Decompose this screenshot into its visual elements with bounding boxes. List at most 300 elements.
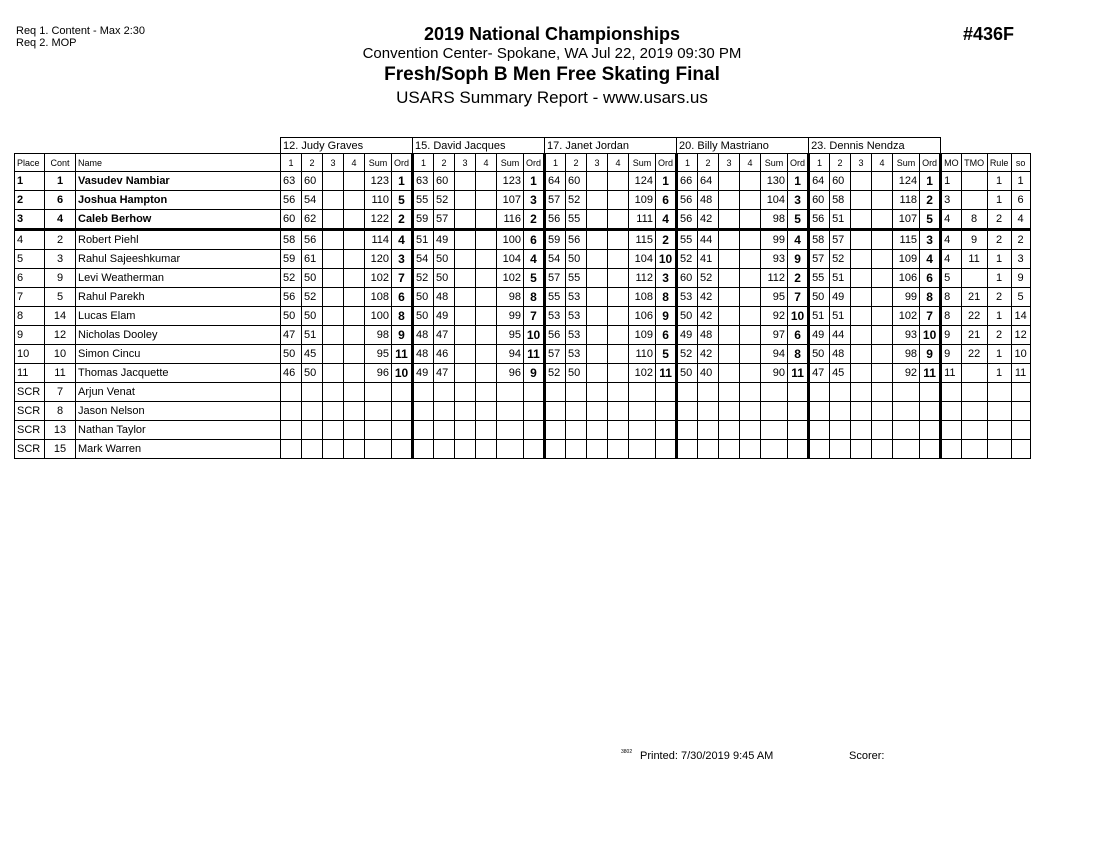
- column-header-judge-1: 1: [677, 154, 698, 172]
- score-cell: 47: [281, 326, 302, 345]
- mo-cell: 9: [941, 345, 962, 364]
- sum-cell: 97: [761, 326, 788, 345]
- column-header-judge-1: 1: [281, 154, 302, 172]
- result-row: [15, 269, 1031, 288]
- ordinal-cell: 2: [788, 269, 809, 288]
- score-cell: 60: [677, 269, 698, 288]
- place-cell: 10: [15, 345, 45, 364]
- sum-cell: 118: [893, 191, 920, 210]
- ordinal-cell: [524, 402, 545, 421]
- sum-cell: [629, 402, 656, 421]
- ordinal-cell: 3: [656, 269, 677, 288]
- score-cell: [740, 440, 761, 459]
- score-cell: [740, 191, 761, 210]
- rule-cell: [987, 440, 1011, 459]
- score-cell: [719, 172, 740, 191]
- column-header-judge-sum: Sum: [629, 154, 656, 172]
- ordinal-cell: [392, 440, 413, 459]
- score-cell: [344, 440, 365, 459]
- ordinal-cell: 3: [788, 191, 809, 210]
- place-cell: 5: [15, 250, 45, 269]
- place-cell: 8: [15, 307, 45, 326]
- ordinal-cell: 8: [656, 288, 677, 307]
- sum-cell: 98: [893, 345, 920, 364]
- score-cell: 48: [698, 191, 719, 210]
- score-cell: [587, 383, 608, 402]
- score-cell: [566, 402, 587, 421]
- ordinal-cell: 7: [524, 307, 545, 326]
- score-cell: [809, 383, 830, 402]
- score-cell: 55: [809, 269, 830, 288]
- sum-cell: 114: [365, 230, 392, 250]
- ordinal-cell: 9: [392, 326, 413, 345]
- score-cell: [872, 345, 893, 364]
- mo-cell: 1: [941, 172, 962, 191]
- ordinal-cell: [524, 383, 545, 402]
- judge-header-row: [15, 138, 1031, 154]
- judge-name: 20. Billy Mastriano: [677, 138, 809, 154]
- judge-name: 15. David Jacques: [413, 138, 545, 154]
- score-cell: 50: [677, 307, 698, 326]
- score-cell: [719, 210, 740, 230]
- ordinal-cell: 6: [788, 326, 809, 345]
- score-cell: 56: [677, 210, 698, 230]
- score-cell: [344, 230, 365, 250]
- sum-cell: 102: [497, 269, 524, 288]
- score-cell: [608, 172, 629, 191]
- score-cell: [698, 440, 719, 459]
- score-cell: 52: [698, 269, 719, 288]
- sum-cell: 110: [629, 345, 656, 364]
- tmo-cell: 22: [961, 307, 987, 326]
- so-cell: 6: [1011, 191, 1030, 210]
- result-row: [15, 191, 1031, 210]
- sum-cell: [629, 421, 656, 440]
- column-header-judge-2: 2: [302, 154, 323, 172]
- score-cell: [608, 210, 629, 230]
- column-header-judge-3: 3: [719, 154, 740, 172]
- result-row: [15, 326, 1031, 345]
- contestant-number: 8: [45, 402, 76, 421]
- result-row: [15, 307, 1031, 326]
- score-cell: 48: [830, 345, 851, 364]
- skater-name: Nathan Taylor: [76, 421, 281, 440]
- sum-cell: 98: [761, 210, 788, 230]
- ordinal-cell: 4: [788, 230, 809, 250]
- score-cell: 49: [677, 326, 698, 345]
- score-cell: [872, 191, 893, 210]
- score-cell: [323, 230, 344, 250]
- sum-cell: [497, 440, 524, 459]
- so-cell: 4: [1011, 210, 1030, 230]
- sum-cell: [365, 383, 392, 402]
- score-cell: [281, 421, 302, 440]
- column-header-judge-1: 1: [413, 154, 434, 172]
- mo-cell: 11: [941, 364, 962, 383]
- contestant-number: 1: [45, 172, 76, 191]
- place-cell: 6: [15, 269, 45, 288]
- score-cell: [740, 383, 761, 402]
- contestant-number: 12: [45, 326, 76, 345]
- column-header-judge-sum: Sum: [365, 154, 392, 172]
- score-cell: [608, 269, 629, 288]
- contestant-number: 5: [45, 288, 76, 307]
- skater-name: Joshua Hampton: [76, 191, 281, 210]
- score-cell: [455, 191, 476, 210]
- score-cell: [740, 345, 761, 364]
- score-cell: [740, 288, 761, 307]
- score-cell: [434, 383, 455, 402]
- ordinal-cell: 6: [656, 326, 677, 345]
- score-cell: 52: [434, 191, 455, 210]
- so-cell: 2: [1011, 230, 1030, 250]
- score-cell: [344, 383, 365, 402]
- mo-cell: 4: [941, 230, 962, 250]
- score-cell: 50: [677, 364, 698, 383]
- score-cell: [809, 440, 830, 459]
- competition-title: 2019 National Championships: [423, 24, 681, 44]
- rule-cell: 2: [987, 288, 1011, 307]
- report-code: 3802: [621, 749, 633, 755]
- score-cell: [476, 230, 497, 250]
- contestant-number: 9: [45, 269, 76, 288]
- score-cell: [281, 402, 302, 421]
- score-cell: 50: [281, 307, 302, 326]
- score-cell: [455, 172, 476, 191]
- score-cell: [344, 191, 365, 210]
- sum-cell: 108: [365, 288, 392, 307]
- score-cell: [587, 402, 608, 421]
- score-cell: 50: [809, 288, 830, 307]
- ordinal-cell: 5: [392, 191, 413, 210]
- ordinal-cell: [524, 421, 545, 440]
- score-cell: 51: [830, 269, 851, 288]
- score-cell: [719, 345, 740, 364]
- tmo-cell: 22: [961, 345, 987, 364]
- column-header-judge-2: 2: [698, 154, 719, 172]
- score-cell: 47: [434, 364, 455, 383]
- column-header-judge-3: 3: [455, 154, 476, 172]
- score-cell: [344, 345, 365, 364]
- column-header-rule: Rule: [987, 154, 1011, 172]
- score-cell: 58: [809, 230, 830, 250]
- sum-cell: 92: [761, 307, 788, 326]
- mo-cell: 8: [941, 288, 962, 307]
- score-cell: 50: [302, 307, 323, 326]
- sum-cell: [629, 383, 656, 402]
- column-header-judge-sum: Sum: [497, 154, 524, 172]
- sum-cell: 124: [893, 172, 920, 191]
- score-cell: [719, 421, 740, 440]
- sum-cell: 123: [365, 172, 392, 191]
- score-cell: [677, 440, 698, 459]
- so-cell: [1011, 402, 1030, 421]
- ordinal-cell: 4: [392, 230, 413, 250]
- score-cell: [545, 402, 566, 421]
- contestant-number: 13: [45, 421, 76, 440]
- score-cell: [608, 288, 629, 307]
- result-row: [15, 383, 1031, 402]
- score-cell: [476, 288, 497, 307]
- score-cell: 56: [809, 210, 830, 230]
- tmo-cell: 11: [961, 250, 987, 269]
- rule-cell: 1: [987, 269, 1011, 288]
- ordinal-cell: [920, 402, 941, 421]
- rule-cell: 1: [987, 364, 1011, 383]
- column-header-judge-4: 4: [608, 154, 629, 172]
- sum-cell: 112: [761, 269, 788, 288]
- score-cell: 57: [434, 210, 455, 230]
- sum-cell: 109: [893, 250, 920, 269]
- score-cell: [851, 269, 872, 288]
- score-cell: [740, 421, 761, 440]
- mo-cell: 4: [941, 210, 962, 230]
- skater-name: Rahul Parekh: [76, 288, 281, 307]
- score-cell: [851, 230, 872, 250]
- tmo-cell: 9: [961, 230, 987, 250]
- ordinal-cell: 8: [524, 288, 545, 307]
- score-cell: [608, 421, 629, 440]
- score-cell: 60: [830, 172, 851, 191]
- score-cell: [545, 421, 566, 440]
- score-cell: [455, 383, 476, 402]
- sum-cell: 94: [761, 345, 788, 364]
- sum-cell: 111: [629, 210, 656, 230]
- ordinal-cell: 6: [524, 230, 545, 250]
- rule-cell: 1: [987, 191, 1011, 210]
- score-cell: [413, 402, 434, 421]
- ordinal-cell: [788, 440, 809, 459]
- score-cell: [830, 383, 851, 402]
- score-cell: [323, 210, 344, 230]
- place-cell: SCR: [15, 440, 45, 459]
- sum-cell: 102: [365, 269, 392, 288]
- score-cell: [608, 230, 629, 250]
- so-cell: 14: [1011, 307, 1030, 326]
- column-header-row: [15, 154, 1031, 172]
- score-cell: [719, 364, 740, 383]
- report-header: [300, 23, 804, 109]
- score-cell: [719, 288, 740, 307]
- sum-cell: [497, 421, 524, 440]
- score-cell: [476, 191, 497, 210]
- score-cell: [608, 326, 629, 345]
- score-cell: 52: [566, 191, 587, 210]
- score-cell: [281, 383, 302, 402]
- score-cell: [809, 421, 830, 440]
- score-cell: 46: [281, 364, 302, 383]
- score-cell: [830, 421, 851, 440]
- score-cell: [344, 250, 365, 269]
- sum-cell: 116: [497, 210, 524, 230]
- score-cell: 50: [566, 364, 587, 383]
- place-cell: 1: [15, 172, 45, 191]
- rule-cell: 2: [987, 230, 1011, 250]
- score-cell: [587, 210, 608, 230]
- skater-name: Vasudev Nambiar: [76, 172, 281, 191]
- ordinal-cell: [392, 402, 413, 421]
- score-cell: 51: [413, 230, 434, 250]
- column-header-name: Name: [76, 154, 281, 172]
- ordinal-cell: 10: [656, 250, 677, 269]
- score-cell: 52: [677, 345, 698, 364]
- rule-cell: 1: [987, 172, 1011, 191]
- skater-name: Thomas Jacquette: [76, 364, 281, 383]
- score-cell: [851, 250, 872, 269]
- ordinal-cell: 5: [524, 269, 545, 288]
- score-cell: 56: [677, 191, 698, 210]
- score-cell: 53: [566, 307, 587, 326]
- score-cell: 60: [566, 172, 587, 191]
- skater-name: Lucas Elam: [76, 307, 281, 326]
- ordinal-cell: 1: [920, 172, 941, 191]
- rule-cell: 1: [987, 250, 1011, 269]
- score-cell: 49: [413, 364, 434, 383]
- score-cell: [587, 307, 608, 326]
- requirements: [16, 25, 145, 49]
- skater-name: Robert Piehl: [76, 230, 281, 250]
- mo-cell: 3: [941, 191, 962, 210]
- score-cell: 46: [434, 345, 455, 364]
- tmo-cell: [961, 421, 987, 440]
- sum-cell: 109: [629, 191, 656, 210]
- score-cell: [677, 383, 698, 402]
- sum-cell: [761, 440, 788, 459]
- column-header-mo: MO: [941, 154, 962, 172]
- column-header-judge-1: 1: [545, 154, 566, 172]
- ordinal-cell: 11: [788, 364, 809, 383]
- ordinal-cell: 11: [656, 364, 677, 383]
- contestant-number: 11: [45, 364, 76, 383]
- ordinal-cell: 11: [920, 364, 941, 383]
- score-cell: [608, 364, 629, 383]
- sum-cell: [761, 421, 788, 440]
- score-cell: 45: [830, 364, 851, 383]
- sum-cell: 102: [893, 307, 920, 326]
- place-cell: 9: [15, 326, 45, 345]
- score-cell: [476, 421, 497, 440]
- score-cell: 59: [413, 210, 434, 230]
- event-title: Fresh/Soph B Men Free Skating Final: [384, 64, 720, 85]
- so-cell: 3: [1011, 250, 1030, 269]
- score-cell: 42: [698, 345, 719, 364]
- ordinal-cell: [920, 421, 941, 440]
- score-cell: [323, 364, 344, 383]
- score-cell: [344, 307, 365, 326]
- report-title: USARS Summary Report - www.usars.us: [396, 88, 708, 107]
- score-cell: [455, 402, 476, 421]
- mo-cell: 9: [941, 326, 962, 345]
- sum-cell: 112: [629, 269, 656, 288]
- score-cell: [566, 383, 587, 402]
- score-cell: [434, 402, 455, 421]
- score-cell: [587, 345, 608, 364]
- score-cell: [323, 288, 344, 307]
- score-cell: 49: [434, 307, 455, 326]
- so-cell: 10: [1011, 345, 1030, 364]
- score-cell: [344, 172, 365, 191]
- score-cell: [740, 307, 761, 326]
- score-cell: 49: [434, 230, 455, 250]
- so-cell: 1: [1011, 172, 1030, 191]
- column-header-cont: Cont: [45, 154, 76, 172]
- tmo-cell: [961, 383, 987, 402]
- score-cell: 58: [281, 230, 302, 250]
- score-cell: [323, 191, 344, 210]
- score-cell: 52: [413, 269, 434, 288]
- column-header-judge-sum: Sum: [761, 154, 788, 172]
- sum-cell: 130: [761, 172, 788, 191]
- skater-name: Levi Weatherman: [76, 269, 281, 288]
- result-row: [15, 250, 1031, 269]
- mo-cell: 8: [941, 307, 962, 326]
- score-cell: 51: [809, 307, 830, 326]
- score-cell: 52: [281, 269, 302, 288]
- contestant-number: 6: [45, 191, 76, 210]
- tmo-cell: [961, 402, 987, 421]
- result-row: [15, 364, 1031, 383]
- score-cell: [872, 364, 893, 383]
- tmo-cell: [961, 364, 987, 383]
- column-header-judge-ord: Ord: [524, 154, 545, 172]
- score-cell: 56: [302, 230, 323, 250]
- score-cell: [413, 383, 434, 402]
- score-cell: [851, 402, 872, 421]
- score-cell: [476, 326, 497, 345]
- score-cell: [323, 269, 344, 288]
- result-row: [15, 210, 1031, 230]
- mo-cell: [941, 421, 962, 440]
- result-row: [15, 402, 1031, 421]
- score-cell: [872, 230, 893, 250]
- mo-cell: [941, 383, 962, 402]
- sum-cell: 104: [629, 250, 656, 269]
- rule-cell: [987, 402, 1011, 421]
- venue-date: Convention Center- Spokane, WA Jul 22, 2019 09:30 PM: [362, 45, 742, 62]
- score-cell: [740, 326, 761, 345]
- score-cell: 49: [809, 326, 830, 345]
- ordinal-cell: [392, 421, 413, 440]
- score-cell: [740, 230, 761, 250]
- score-cell: [719, 383, 740, 402]
- score-cell: [740, 364, 761, 383]
- score-cell: 59: [545, 230, 566, 250]
- rule-cell: 2: [987, 326, 1011, 345]
- score-cell: 50: [566, 250, 587, 269]
- sum-cell: [365, 440, 392, 459]
- so-cell: 11: [1011, 364, 1030, 383]
- so-cell: [1011, 383, 1030, 402]
- result-row: [15, 288, 1031, 307]
- ordinal-cell: [656, 421, 677, 440]
- skater-name: Arjun Venat: [76, 383, 281, 402]
- score-cell: 56: [281, 288, 302, 307]
- column-header-judge-4: 4: [344, 154, 365, 172]
- requirement-2: Req 2. MOP: [16, 37, 77, 49]
- printed-timestamp: Printed: 7/30/2019 9:45 AM: [640, 750, 774, 762]
- column-header-judge-2: 2: [830, 154, 851, 172]
- ordinal-cell: 9: [920, 345, 941, 364]
- sum-cell: [497, 402, 524, 421]
- score-cell: [344, 269, 365, 288]
- ordinal-cell: 10: [788, 307, 809, 326]
- ordinal-cell: 8: [392, 307, 413, 326]
- rule-cell: [987, 383, 1011, 402]
- score-cell: [323, 402, 344, 421]
- ordinal-cell: 1: [788, 172, 809, 191]
- skater-name: Jason Nelson: [76, 402, 281, 421]
- ordinal-cell: 6: [920, 269, 941, 288]
